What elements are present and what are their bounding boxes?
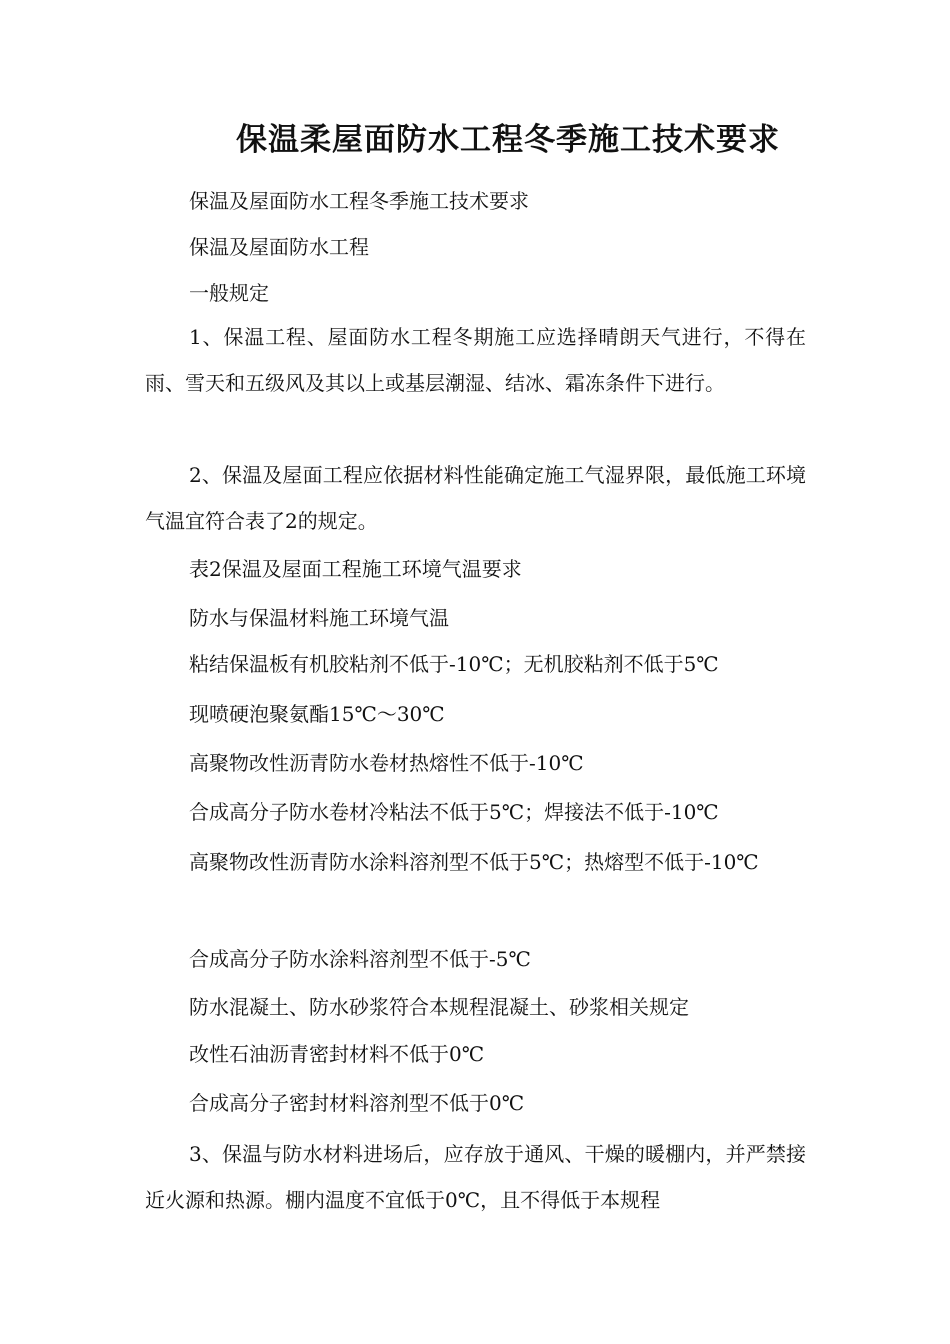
document-title: 保温柔屋面防水工程冬季施工技术要求 xyxy=(236,122,780,158)
paragraph-table-row-polymer-membrane: 合成高分子防水卷材冷粘法不低于5℃；焊接法不低于-10℃ xyxy=(189,800,719,824)
paragraph-table-row-adhesive: 粘结保温板有机胶粘剂不低于-10℃；无机胶粘剂不低于5℃ xyxy=(189,652,719,676)
paragraph-table-row-polymer-coating: 合成高分子防水涂料溶剂型不低于-5℃ xyxy=(189,947,531,971)
paragraph-table-row-asphalt-coating: 高聚物改性沥青防水涂料溶剂型不低于5℃；热熔型不低于-10℃ xyxy=(189,850,759,874)
paragraph-table-row-asphalt-sealant: 改性石油沥青密封材料不低于0℃ xyxy=(189,1042,485,1066)
paragraph-table-caption: 表2保温及屋面工程施工环境气温要求 xyxy=(189,557,522,581)
paragraph-table-header: 防水与保温材料施工环境气温 xyxy=(189,606,449,630)
paragraph-table-row-polymer-sealant: 合成高分子密封材料溶剂型不低于0℃ xyxy=(189,1091,525,1115)
paragraph-section-heading: 保温及屋面防水工程 xyxy=(189,235,369,259)
paragraph-rule-2: 2、保温及屋面工程应依据材料性能确定施工气湿界限，最低施工环境气温宜符合表了2的规定。 xyxy=(145,463,806,533)
paragraph-table-row-polyurethane: 现喷硬泡聚氨酯15℃～30℃ xyxy=(189,702,445,726)
paragraph-general-rules: 一般规定 xyxy=(189,281,269,305)
paragraph-table-row-asphalt-membrane: 高聚物改性沥青防水卷材热熔性不低于-10℃ xyxy=(189,751,584,775)
paragraph-table-row-concrete: 防水混凝土、防水砂浆符合本规程混凝土、砂浆相关规定 xyxy=(189,995,689,1019)
paragraph-rule-3: 3、保温与防水材料进场后，应存放于通风、干燥的暖棚内，并严禁接近火源和热源。棚内温度不宜低于0℃，且不得低于本规程 xyxy=(145,1142,806,1212)
paragraph-rule-1: 1、保温工程、屋面防水工程冬期施工应选择晴朗天气进行，不得在雨、雪天和五级风及其以上或基层潮湿、结冰、霜冻条件下进行。 xyxy=(145,325,806,395)
paragraph-heading-repeat: 保温及屋面防水工程冬季施工技术要求 xyxy=(189,189,529,213)
